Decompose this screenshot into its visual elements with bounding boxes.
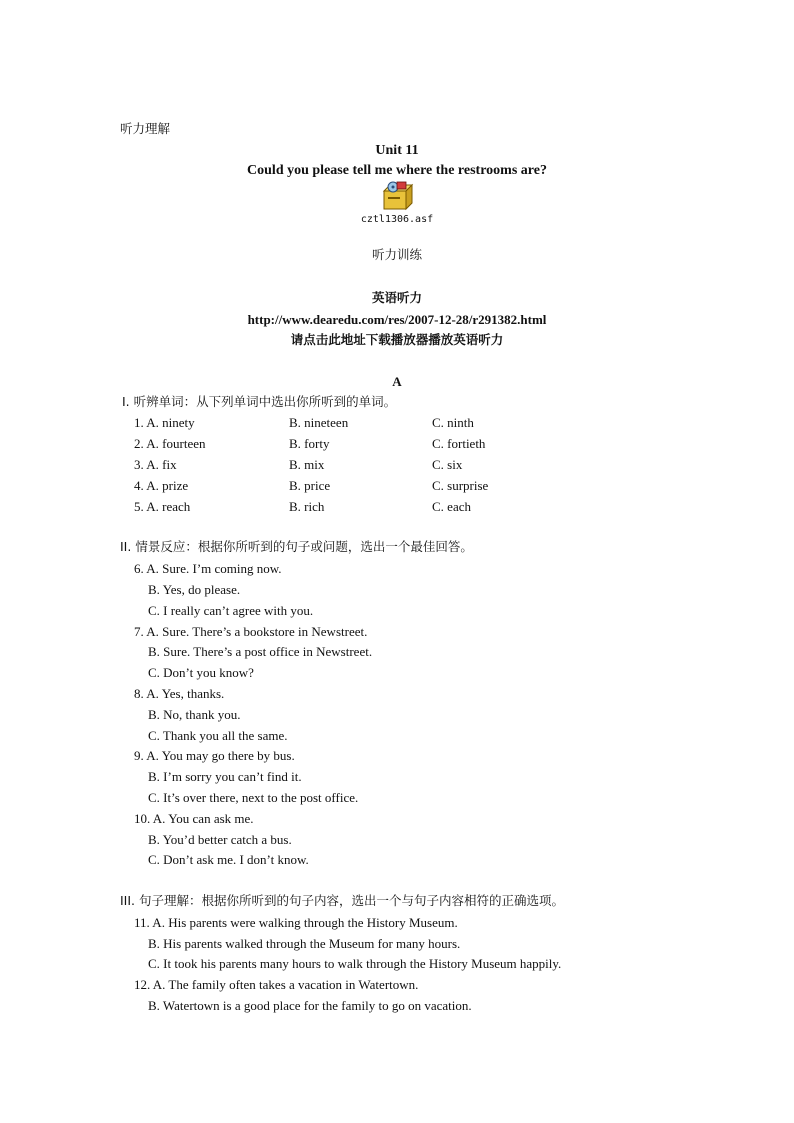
option-c: C. I really can’t agree with you.: [148, 603, 314, 618]
question-line: 12. A. The family often takes a vacation in Watertown.: [134, 977, 419, 992]
option-c: C. ninth: [432, 415, 474, 430]
option-a: 5. A. reach: [134, 499, 191, 514]
option-a: 4. A. prize: [134, 478, 189, 493]
option-a: 10. A. You can ask me.: [134, 811, 254, 826]
attachment-filename[interactable]: cztl1306.asf: [360, 214, 434, 225]
unit-title: Unit 11: [375, 143, 419, 158]
media-file-icon[interactable]: [380, 181, 414, 211]
question-line: 11. A. His parents were walking through the History Museum.: [134, 915, 458, 930]
option-b: B. price: [289, 478, 331, 493]
option-a: 2. A. fourteen: [134, 436, 206, 451]
option-a: 8. A. Yes, thanks.: [134, 686, 225, 701]
option-b: B. No, thank you.: [148, 707, 241, 722]
question-line: B. His parents walked through the Museum for many hours.: [148, 936, 461, 951]
section1-heading: Ⅰ. 听辨单词：从下列单词中选出你所听到的单词。: [122, 394, 397, 409]
option-a: 9. A. You may go there by bus.: [134, 748, 295, 763]
option-b: B. nineteen: [289, 415, 349, 430]
option-b: B. forty: [289, 436, 330, 451]
section2-heading: II. 情景反应：根据你所听到的句子或问题，选出一个最佳回答。: [120, 539, 473, 554]
option-c: C. Don’t you know?: [148, 665, 254, 680]
download-url-link[interactable]: http://www.dearedu.com/res/2007-12-28/r291382.html: [247, 312, 547, 327]
section3-heading: III. 句子理解：根据你所听到的句子内容，选出一个与句子内容相符的正确选项。: [120, 893, 565, 908]
option-b: B. You’d better catch a bus.: [148, 832, 292, 847]
option-c: C. each: [432, 499, 471, 514]
section-label: 听力理解: [120, 121, 171, 136]
download-note: 请点击此地址下载播放器播放英语听力: [290, 332, 504, 347]
option-b: B. Yes, do please.: [148, 582, 241, 597]
option-a: 7. A. Sure. There’s a bookstore in Newstreet.: [134, 624, 368, 639]
unit-subtitle: Could you please tell me where the restrooms are?: [247, 163, 547, 178]
option-b: B. mix: [289, 457, 325, 472]
option-c: C. six: [432, 457, 463, 472]
option-a: 1. A. ninety: [134, 415, 195, 430]
option-a: 3. A. fix: [134, 457, 177, 472]
option-b: B. rich: [289, 499, 325, 514]
question-line: C. It took his parents many hours to walk through the History Museum happily.: [148, 956, 562, 971]
english-listening-heading: 英语听力: [371, 290, 422, 305]
option-c: C. It’s over there, next to the post office.: [148, 790, 359, 805]
option-c: C. Don’t ask me. I don’t know.: [148, 852, 309, 867]
option-b: B. Sure. There’s a post office in Newstreet.: [148, 644, 373, 659]
training-label: 听力训练: [371, 247, 422, 262]
option-c: C. surprise: [432, 478, 489, 493]
option-b: B. I’m sorry you can’t find it.: [148, 769, 302, 784]
option-a: 6. A. Sure. I’m coming now.: [134, 561, 282, 576]
option-c: C. Thank you all the same.: [148, 728, 288, 743]
option-c: C. fortieth: [432, 436, 486, 451]
part-label: A: [392, 374, 402, 389]
question-line: B. Watertown is a good place for the family to go on vacation.: [148, 998, 472, 1013]
